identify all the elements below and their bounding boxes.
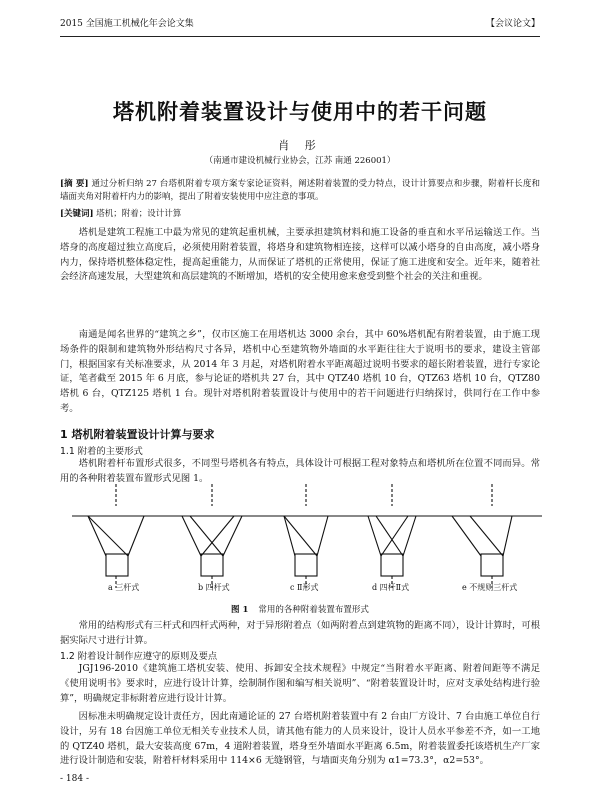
section-1-1-heading: 1.1 附着的主要形式 xyxy=(60,446,143,457)
label-b: b 四杆式 xyxy=(198,583,230,592)
figure-caption-number: 图 1 xyxy=(231,605,249,615)
keywords-label: [关键词] xyxy=(60,209,94,219)
abstract-label: [摘 要] xyxy=(60,179,89,189)
keywords xyxy=(60,207,540,219)
label-a: a 三杆式 xyxy=(108,583,140,592)
layout-a-three-rod xyxy=(88,484,144,588)
abstract xyxy=(60,178,540,204)
author: 肖 彤 xyxy=(278,139,322,152)
body-paragraph-2: JGJ196-2010《建筑施工塔机安装、使用、拆卸安全技术规程》中规定“当附着水平距离、附着间距等不满足《使用说明书》要求时，应进行设计计算，绘制制作图和编写相关说明”、“附着装置设计时，应对支承处结构进行验算”，明确规定非标附着应进行设计计算。 xyxy=(60,663,540,704)
layout-b-four-rod xyxy=(182,484,242,588)
running-header xyxy=(60,16,540,32)
header-rule xyxy=(60,36,540,37)
body-paragraph-1: 常用的结构形式有三杆式和四杆式两种，对于异形附着点（如两附着点到建筑物的距离不同），设计计算时，可根据实际尺寸进行计算。 xyxy=(60,620,540,646)
page-number: - 184 - xyxy=(60,774,89,784)
header-right: 【会议论文】 xyxy=(485,19,540,29)
header-left: 2015 全国施工机械化年会论文集 xyxy=(60,19,194,29)
section-1-2-heading: 1.2 附着设计制作应遵守的原则及要点 xyxy=(60,651,218,662)
layout-e-irregular-three-rod xyxy=(452,484,512,588)
affiliation: （南通市建设机械行业协会，江苏 南通 226001） xyxy=(204,156,396,166)
section-1-1-text: 塔机附着杆布置形式很多，不同型号塔机各有特点，具体设计可根据工程对象特点和塔机所在位置不同而异。常用的各种附着装置布置形式见图 1。 xyxy=(60,458,540,484)
body-paragraph-3: 因标准未明确规定设计责任方，因此南通论证的 27 台塔机附着装置中有 2 台由厂方设计、7 台由施工单位自行设计，另有 18 台因施工单位无相关专业技术人员，请其他有能力的人员来设计，设计人员水平参差不齐，如一工地的 QTZ40 塔机，最大安装高度 67m，4 道附着装置，塔身至外墙面水平距离 6.5m，附着装置委托该塔机生产厂家进行设计制造和安装，附着杆材料采用中 114×6 无缝钢管，与墙面夹角分别为 α1=73.3°，α2=53°。 xyxy=(60,711,540,767)
label-d: d 四杆Ⅱ式 xyxy=(372,583,410,592)
figure-1-diagram xyxy=(72,476,542,596)
figure-caption-text: 常用的各种附着装置布置形式 xyxy=(258,605,369,615)
layout-c-pi-form xyxy=(284,484,328,588)
layout-d-four-rod-pi xyxy=(368,484,416,588)
intro-paragraph-2: 南通是闻名世界的“建筑之乡”，仅市区施工在用塔机达 3000 余台，其中 60%塔机配有附着装置，由于施工现场条件的限制和建筑物外形结构尺寸各异，塔机中心至建筑物外墙面的水平距往往大于说明书的要求，建设主管部门，根据国家有关标准要求，从 2014 年 3 月起，对塔机附着水平距离超过说明书要求的超长附着装置，进行专家论证，笔者截至 2015 年 6 月底，参与论证的塔机共 27 台，其中 QTZ40 塔机 10 台，QTZ63 塔机 10 台，QTZ80 塔机 6 台，QTZ125 塔机 1 台。现针对塔机附着装置设计与使用中的若干问题进行归纳探讨，供同行在工作中参考。 xyxy=(60,329,540,414)
figure-caption xyxy=(0,603,600,615)
keywords-text: 塔机；附着；设计计算 xyxy=(96,209,182,219)
label-e: e 不规则三杆式 xyxy=(462,583,518,592)
paper-title: 塔机附着装置设计与使用中的若干问题 xyxy=(113,100,487,124)
abstract-text: 通过分析归纳 27 台塔机附着专项方案专家论证资料，阐述附着装置的受力特点，设计计算要点和步骤，附着杆长度和墙面夹角对附着杆内力的影响，提出了附着安装使用中应注意的事项。 xyxy=(60,179,540,202)
intro-paragraph-1: 塔机是建筑工程施工中最为常见的建筑起重机械，主要承担建筑材料和施工设备的垂直和水平吊运输送工作。当塔身的高度超过独立高度后，必须使用附着装置，将塔身和建筑物相连接，这样可以减小塔身的自由高度，减小塔身内力，保持塔机整体稳定性，提高起重能力，从而保证了塔机的正常使用，保证了施工进度和安全。近年来，随着社会经济高速发展，大型建筑和高层建筑的不断增加，塔机的安全使用愈来愈受到整个社会的关注和重视。 xyxy=(60,227,540,283)
section-1-heading: 1 塔机附着装置设计计算与要求 xyxy=(60,428,215,441)
label-c: c Ⅱ形式 xyxy=(290,583,319,592)
